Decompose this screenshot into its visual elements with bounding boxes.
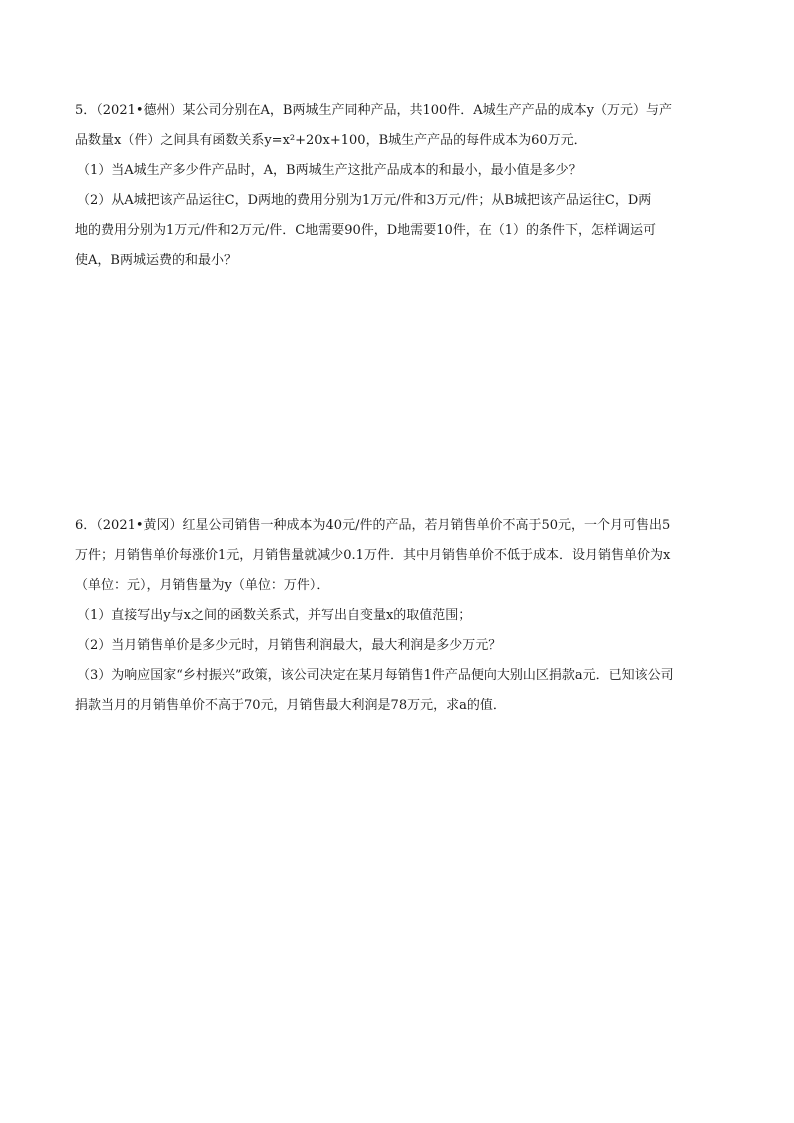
- problem-5-line-1: 5．（2021•德州）某公司分别在A，B两城生产同种产品，共100件．A城生产产品的成本y（万元）与产: [75, 103, 673, 118]
- problem-5-part-2-line-2: 地的费用分别为1万元/件和2万元/件．C地需要90件，D地需要10件，在（1）的条件下，怎样调运可: [75, 223, 657, 238]
- problem-5-part-1: （1）当A城生产多少件产品时，A，B两城生产这批产品成本的和最小，最小值是多少？: [77, 163, 582, 178]
- problem-6-part-2: （2）当月销售单价是多少元时，月销售利润最大，最大利润是多少万元？: [77, 638, 502, 653]
- problem-5-part-2-line-1: （2）从A城把该产品运往C，D两地的费用分别为1万元/件和3万元/件；从B城把该产品运往C，D两: [77, 193, 652, 208]
- problem-6-line-3: （单位：元），月销售量为y（单位：万件）．: [75, 578, 330, 593]
- problem-5-part-2-line-3: 使A，B两城运费的和最小？: [75, 253, 237, 268]
- problem-6: [75, 511, 725, 721]
- problem-6-line-2: 万件；月销售单价每涨价1元，月销售量就减少0.1万件．其中月销售单价不低于成本．设月销售单价为x: [75, 548, 671, 563]
- problem-5-line-2: 品数量x（件）之间具有函数关系y=x²+20x+100，B城生产产品的每件成本为60万元．: [75, 133, 587, 148]
- problem-6-part-3-line-2: 捐款当月的月销售单价不高于70元，月销售最大利润是78万元，求a的值．: [75, 698, 506, 713]
- problem-5: [75, 96, 725, 276]
- problem-6-line-1: 6．（2021•黄冈）红星公司销售一种成本为40元/件的产品，若月销售单价不高于50元，一个月可售出5: [75, 518, 671, 533]
- problem-6-part-1: （1）直接写出y与x之间的函数关系式，并写出自变量x的取值范围；: [77, 608, 472, 623]
- problem-6-part-3-line-1: （3）为响应国家“乡村振兴”政策，该公司决定在某月每销售1件产品便向大别山区捐款a元．已知该公司: [77, 668, 674, 683]
